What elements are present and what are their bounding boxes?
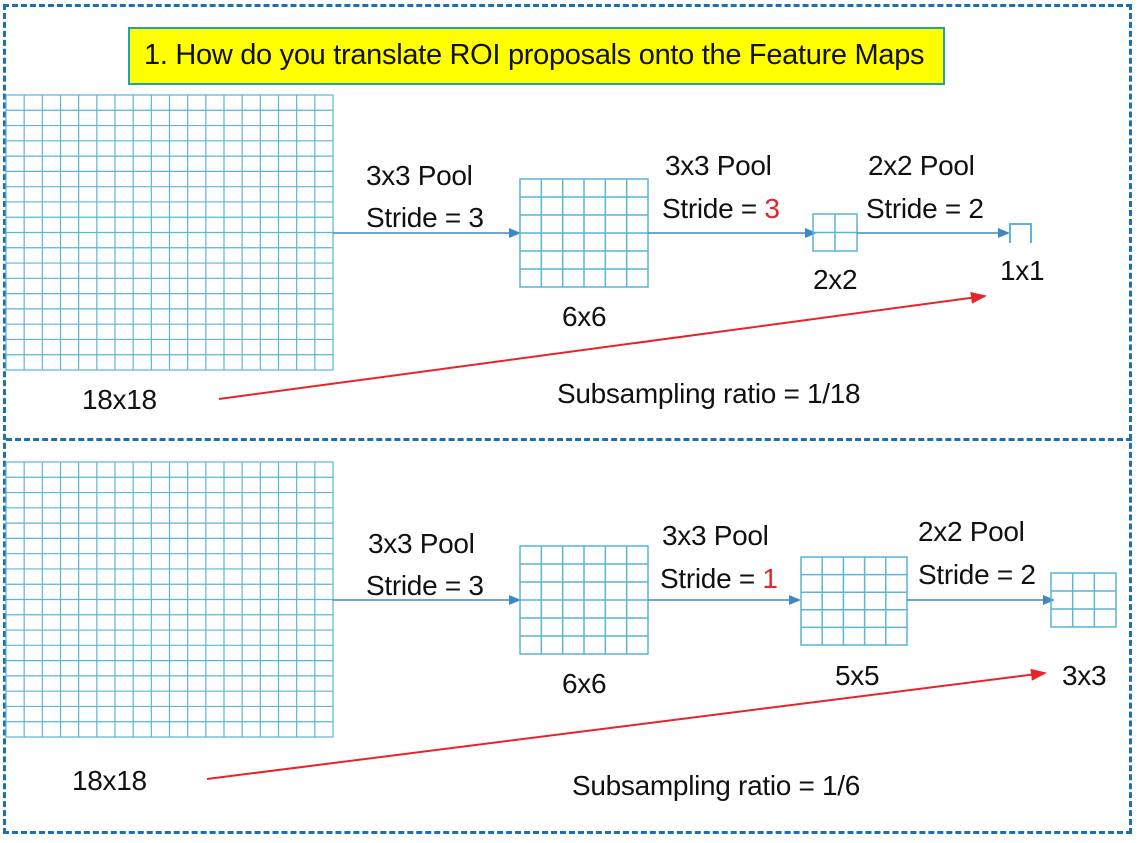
top-step2-stride: Stride = 3 [662, 193, 780, 224]
stride-value: 3 [468, 202, 484, 233]
top-map1-label: 18x18 [82, 384, 157, 415]
stride-value: 3 [468, 570, 484, 601]
stride-value: 2 [1020, 559, 1036, 590]
top-map-18x18 [6, 95, 333, 370]
top-step1-stride: Stride = 3 [366, 202, 484, 233]
bottom-step3-pool: 2x2 Pool [918, 516, 1025, 547]
bottom-map3-label: 5x5 [835, 660, 880, 691]
top-step3-stride: Stride = 2 [866, 193, 984, 224]
bottom-step3-stride: Stride = 2 [918, 559, 1036, 590]
top-step2-pool: 3x3 Pool [665, 150, 772, 181]
top-map-6x6 [520, 179, 648, 287]
bottom-step1-pool: 3x3 Pool [368, 528, 475, 559]
stride-value-highlight: 1 [762, 563, 778, 594]
grid-border [1051, 573, 1116, 627]
top-ratio: Subsampling ratio = 1/18 [557, 378, 861, 409]
top-step1-pool: 3x3 Pool [366, 160, 473, 191]
bottom-ratio: Subsampling ratio = 1/6 [572, 770, 861, 801]
bottom-map-5x5 [801, 557, 907, 645]
top-map-1x1 [1010, 224, 1031, 243]
top-map4-label: 1x1 [1000, 255, 1045, 286]
bottom-map-18x18 [6, 462, 333, 737]
stride-value-highlight: 3 [764, 193, 780, 224]
bottom-map-3x3 [1051, 573, 1116, 627]
top-map2-label: 6x6 [562, 301, 607, 332]
bottom-step1-stride: Stride = 3 [366, 570, 484, 601]
stride-value: 2 [968, 193, 984, 224]
grid-border [801, 557, 907, 645]
top-map3-label: 2x2 [813, 264, 858, 295]
bottom-map1-label: 18x18 [72, 765, 147, 796]
top-step3-pool: 2x2 Pool [868, 150, 975, 181]
bottom-step2-stride: Stride = 1 [660, 563, 778, 594]
page-title: 1. How do you translate ROI proposals onto the Feature Maps [144, 39, 925, 71]
bottom-step2-pool: 3x3 Pool [662, 520, 769, 551]
bottom-map4-label: 3x3 [1062, 660, 1107, 691]
top-map-2x2 [813, 214, 857, 251]
bottom-map2-label: 6x6 [562, 668, 607, 699]
bottom-map-6x6 [520, 546, 648, 654]
